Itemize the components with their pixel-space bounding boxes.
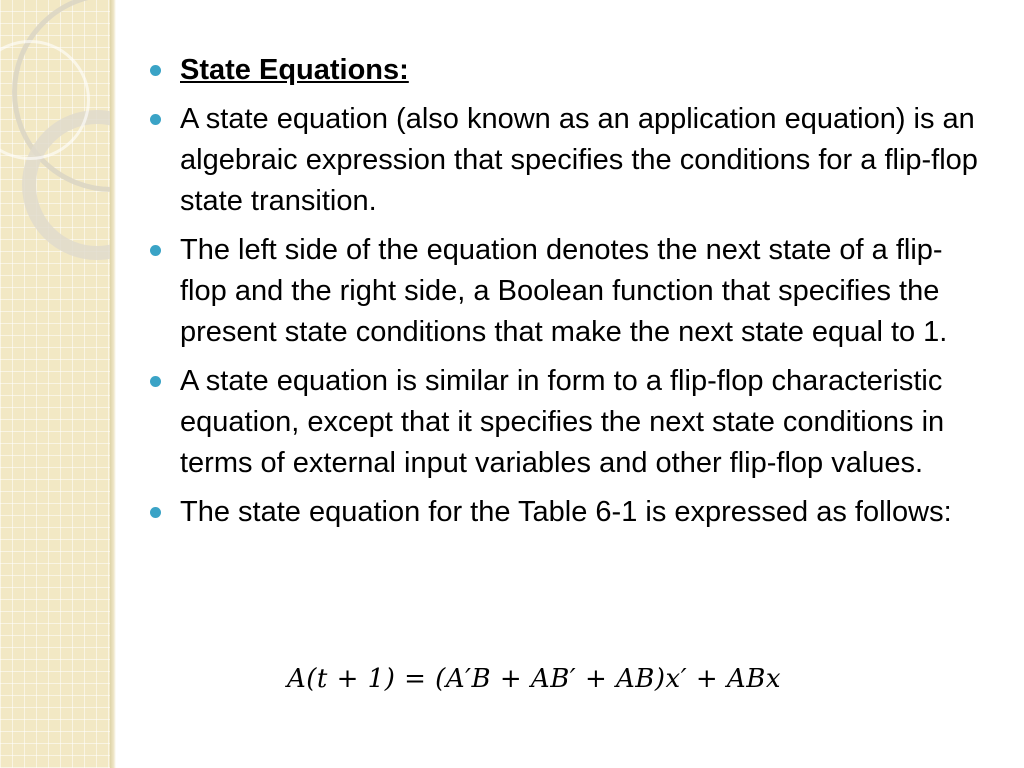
bullet-heading bbox=[146, 50, 986, 91]
bullet-text: The state equation for the Table 6-1 is expressed as follows: bbox=[180, 496, 952, 528]
bullet-dot-icon bbox=[150, 376, 161, 387]
bullet-text: A state equation (also known as an application equation) is an algebraic expression that specifies the conditions for a flip-flop state transition. bbox=[180, 103, 978, 217]
bullet-item bbox=[146, 492, 986, 533]
bullet-item bbox=[146, 230, 986, 353]
section-heading: State Equations: bbox=[180, 54, 409, 86]
bullet-dot-icon bbox=[150, 245, 161, 256]
side-panel-edge bbox=[110, 0, 116, 768]
bullet-item bbox=[146, 99, 986, 222]
decorative-side-panel bbox=[0, 0, 114, 768]
bullet-dot-icon bbox=[150, 65, 161, 76]
slide-content bbox=[146, 50, 986, 541]
state-equation: A(t + 1) = (A′B + AB′ + AB)x′ + ABx bbox=[287, 664, 781, 694]
bullet-text: A state equation is similar in form to a flip-flop characteristic equation, except that it specifies the next state conditions in terms of external input variables and other flip-flop values. bbox=[180, 365, 945, 479]
bullet-text: The left side of the equation denotes the next state of a flip-flop and the right side, a Boolean function that specifies the present state conditions that make the next state equal to 1. bbox=[180, 234, 948, 348]
bullet-dot-icon bbox=[150, 507, 161, 518]
bullet-dot-icon bbox=[150, 114, 161, 125]
bullet-item bbox=[146, 361, 986, 484]
bullet-list bbox=[146, 50, 986, 533]
